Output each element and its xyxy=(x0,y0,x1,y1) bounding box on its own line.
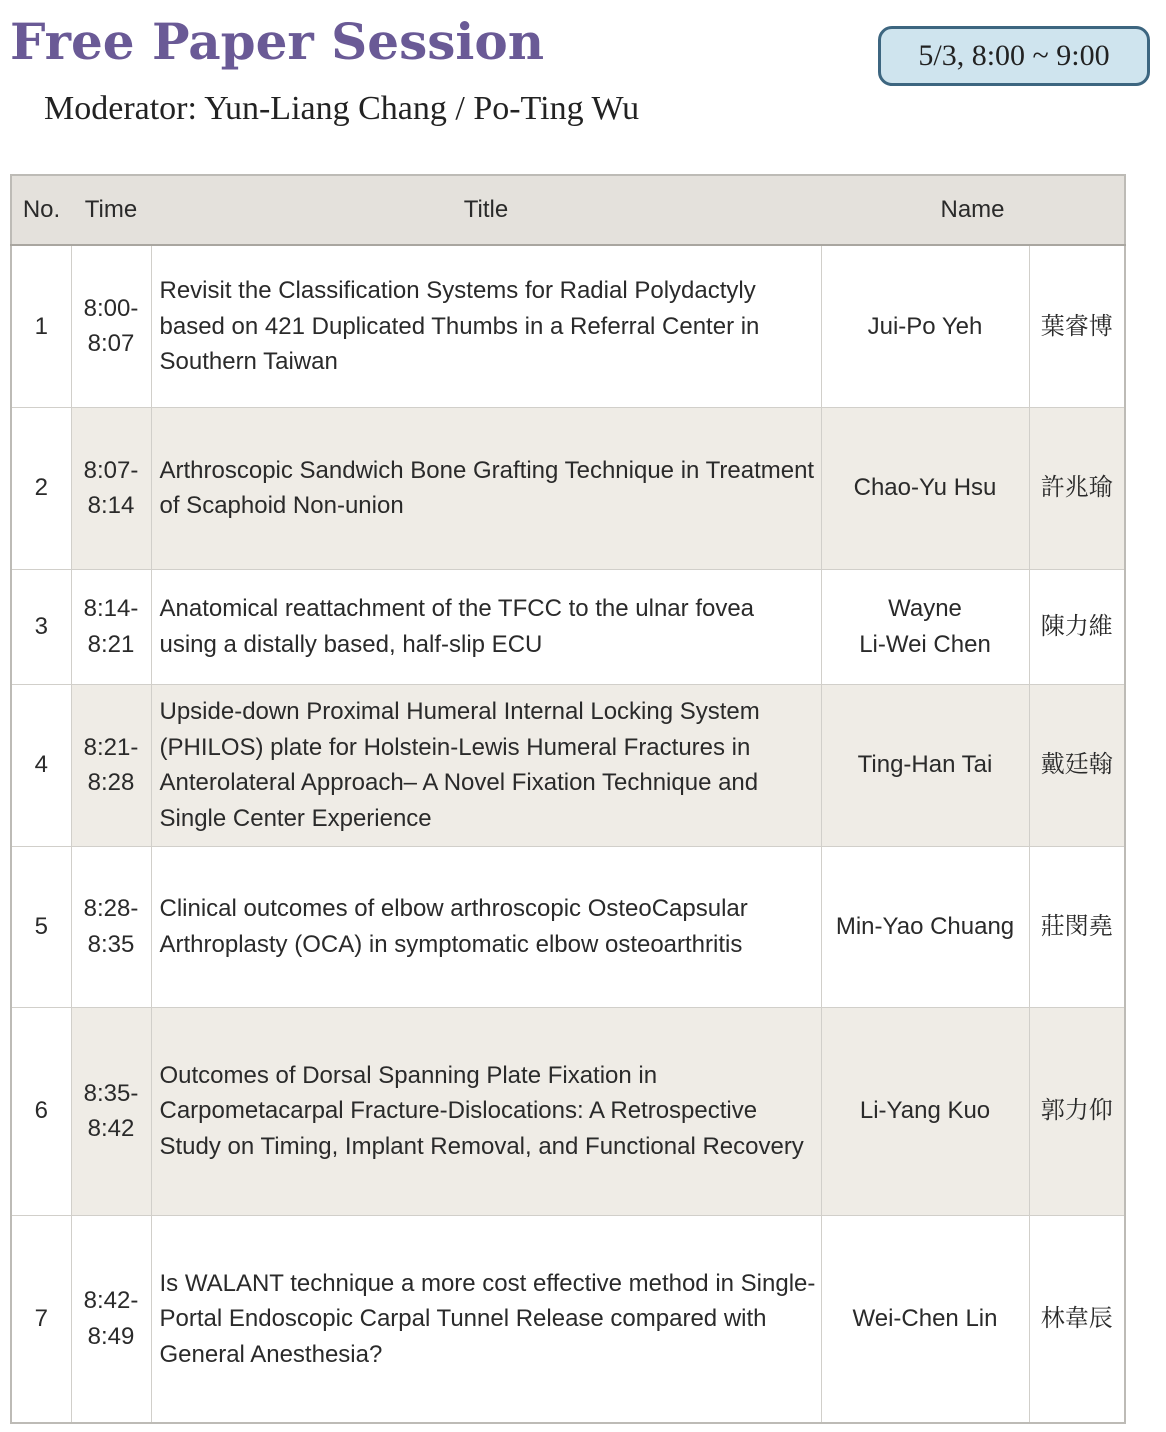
time-end: 8:42 xyxy=(87,1115,135,1142)
time-start: 8:14- xyxy=(83,595,139,622)
row-name-chinese: 葉睿博 xyxy=(1029,245,1125,407)
row-title: Arthroscopic Sandwich Bone Grafting Technique in Treatment of Scaphoid Non-union xyxy=(151,407,821,569)
date-time-badge xyxy=(878,26,1150,86)
table-row xyxy=(11,569,1125,684)
time-start: 8:42- xyxy=(83,1287,139,1315)
table-row xyxy=(11,846,1125,1007)
row-name-chinese: 郭力仰 xyxy=(1029,1007,1125,1215)
column-header-time: Time xyxy=(71,175,151,245)
row-name-chinese: 林韋辰 xyxy=(1029,1215,1125,1423)
name-line-2: Li-Wei Chen xyxy=(859,630,991,658)
time-start: 8:07- xyxy=(83,456,139,484)
row-name-chinese: 戴廷翰 xyxy=(1029,684,1125,846)
row-time xyxy=(71,569,151,684)
row-name-chinese: 莊閔堯 xyxy=(1029,846,1125,1007)
time-start: 8:21- xyxy=(83,733,139,761)
column-header-title: Title xyxy=(151,175,821,245)
time-end: 8:14 xyxy=(87,492,135,519)
time-end: 8:35 xyxy=(87,930,135,958)
table-header-row xyxy=(11,175,1125,245)
row-title: Outcomes of Dorsal Spanning Plate Fixation in Carpometacarpal Fracture-Dislocations: A Retrospective Study on Timing, Implant Removal, and Functional Recovery xyxy=(151,1007,821,1215)
column-header-name: Name xyxy=(821,175,1125,245)
row-name: Chao-Yu Hsu xyxy=(821,407,1029,569)
row-time xyxy=(71,1215,151,1423)
row-name: Ting-Han Tai xyxy=(821,684,1029,846)
table-row xyxy=(11,407,1125,569)
time-end: 8:07 xyxy=(87,330,135,358)
table-row xyxy=(11,1007,1125,1215)
time-start: 8:35- xyxy=(83,1079,139,1107)
row-name-chinese: 陳力維 xyxy=(1029,569,1125,684)
schedule-table xyxy=(10,174,1126,1424)
row-number: 2 xyxy=(11,407,71,569)
date-time-text: 5/3, 8:00 ~ 9:00 xyxy=(918,39,1110,72)
table-row xyxy=(11,684,1125,846)
row-number: 7 xyxy=(11,1215,71,1423)
row-title: Is WALANT technique a more cost effective method in Single-Portal Endoscopic Carpal Tunnel Release compared with General Anesthesia? xyxy=(151,1215,821,1423)
row-title: Upside-down Proximal Humeral Internal Locking System (PHILOS) plate for Holstein-Lewis Humeral Fractures in Anterolateral Approach– A Novel Fixation Technique and Single Center Experience xyxy=(151,684,821,846)
row-name: Wei-Chen Lin xyxy=(821,1215,1029,1423)
row-number: 1 xyxy=(11,245,71,407)
name-line-1: Wayne xyxy=(888,595,962,622)
row-number: 3 xyxy=(11,569,71,684)
row-title: Revisit the Classification Systems for Radial Polydactyly based on 421 Duplicated Thumbs in a Referral Center in Southern Taiwan xyxy=(151,245,821,407)
row-name-chinese: 許兆瑜 xyxy=(1029,407,1125,569)
session-title: Free Paper Session xyxy=(10,12,545,71)
row-title: Anatomical reattachment of the TFCC to the ulnar fovea using a distally based, half-slip ECU xyxy=(151,569,821,684)
time-end: 8:49 xyxy=(87,1322,135,1350)
row-number: 4 xyxy=(11,684,71,846)
row-name: Min-Yao Chuang xyxy=(821,846,1029,1007)
row-time xyxy=(71,407,151,569)
column-header-no: No. xyxy=(11,175,71,245)
row-time xyxy=(71,1007,151,1215)
row-name xyxy=(821,569,1029,684)
row-number: 5 xyxy=(11,846,71,1007)
time-end: 8:28 xyxy=(87,769,135,796)
table-row xyxy=(11,1215,1125,1423)
row-title: Clinical outcomes of elbow arthroscopic OsteoCapsular Arthroplasty (OCA) in symptomatic elbow osteoarthritis xyxy=(151,846,821,1007)
row-name: Jui-Po Yeh xyxy=(821,245,1029,407)
time-start: 8:00- xyxy=(83,294,139,322)
row-time xyxy=(71,846,151,1007)
row-name: Li-Yang Kuo xyxy=(821,1007,1029,1215)
row-time xyxy=(71,684,151,846)
moderator-line: Moderator: Yun-Liang Chang / Po-Ting Wu xyxy=(44,90,640,127)
table-row xyxy=(11,245,1125,407)
time-end: 8:21 xyxy=(87,630,135,658)
time-start: 8:28- xyxy=(83,895,139,922)
row-number: 6 xyxy=(11,1007,71,1215)
row-time xyxy=(71,245,151,407)
